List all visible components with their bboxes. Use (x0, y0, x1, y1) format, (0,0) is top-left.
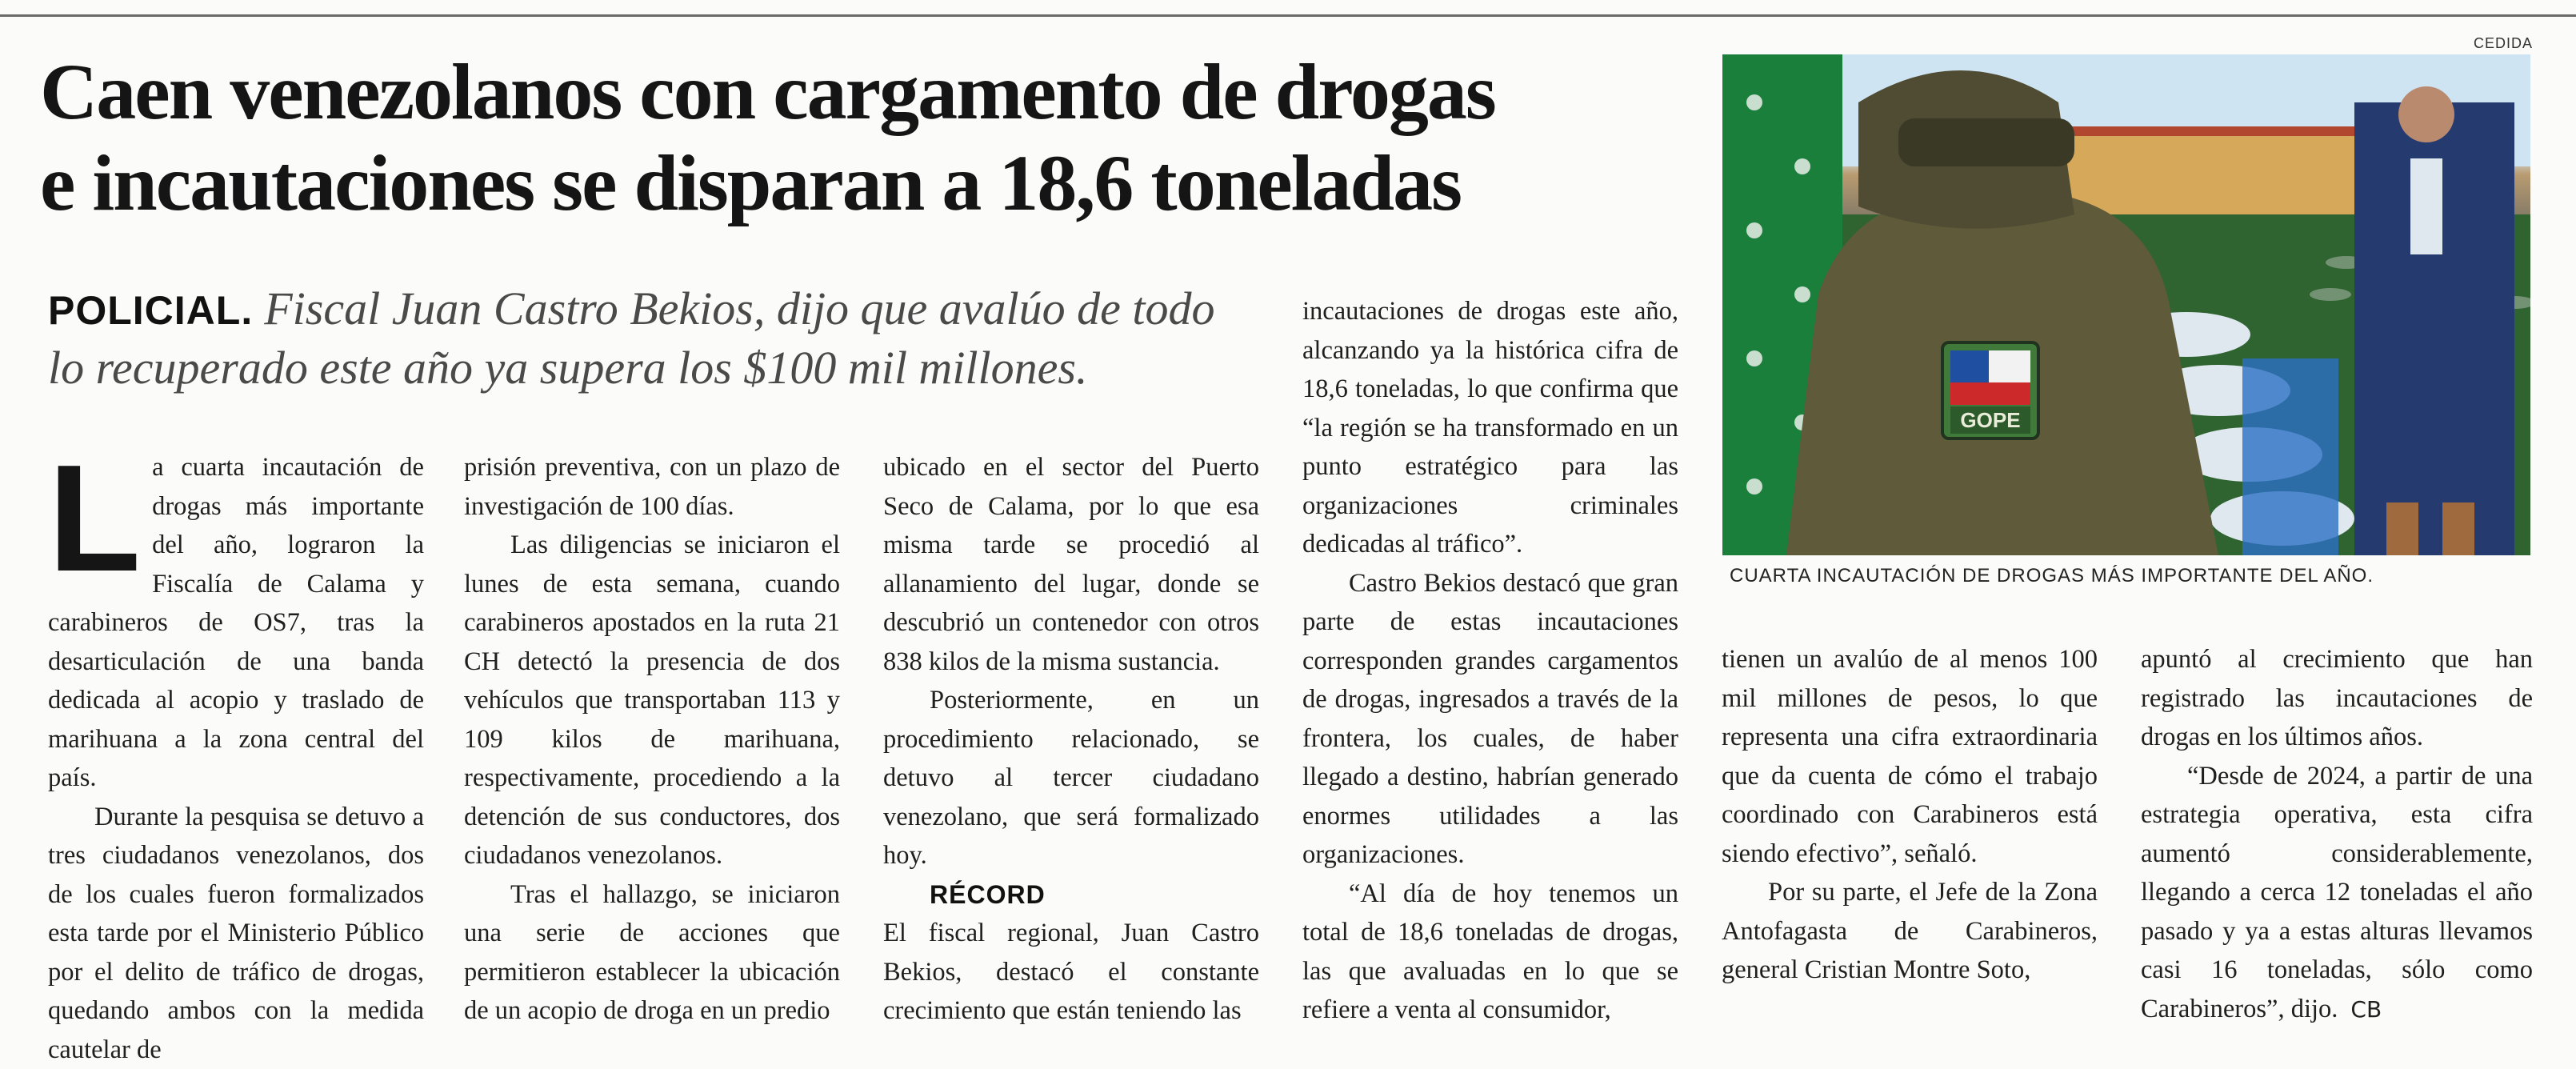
photo-illustration (1722, 54, 2530, 555)
paragraph: Castro Bekios destacó que gran parte de estas incautaciones corresponden grandes cargamentos de drogas, ingresados a través de la frontera, los cuales, de haber llegado a destino, habrían generado enormes utilidades a las organizaciones. (1302, 564, 1678, 875)
top-rule (0, 14, 2576, 17)
headline (40, 46, 1680, 229)
patch-text: GOPE (1960, 408, 2020, 432)
section-kicker: POLICIAL. (48, 288, 253, 333)
column-5 (1722, 640, 2098, 990)
paragraph: El fiscal regional, Juan Castro Bekios, destacó el constante crecimiento que están teniendo las (883, 914, 1259, 1031)
paragraph: Tras el hallazgo, se iniciaron una serie de acciones que permitieron establecer la ubicación de un acopio de droga en un predio (464, 875, 840, 1031)
paragraph: tienen un avalúo de al menos 100 mil millones de pesos, lo que representa una cifra extraordinaria que da cuenta de cómo el trabajo coordinado con Carabineros está siendo efectivo”, señaló. (1722, 640, 2098, 873)
column-3 (883, 448, 1259, 1031)
paragraph: “Al día de hoy tenemos un total de 18,6 toneladas de drogas, las que avaluadas en lo que se refiere a venta al consumidor, (1302, 875, 1678, 1030)
deck (48, 280, 1296, 397)
drop-cap: L (48, 454, 141, 583)
subhead: RÉCORD (883, 875, 1259, 915)
column-4 (1302, 292, 1678, 1030)
paragraph: Posteriormente, en un procedimiento relacionado, se detuvo al tercer ciudadano venezolano, que será formalizado hoy. (883, 681, 1259, 875)
column-6 (2141, 640, 2533, 1029)
photo-credit: CEDIDA (2474, 35, 2533, 52)
photo-caption: CUARTA INCAUTACIÓN DE DROGAS MÁS IMPORTANTE DEL AÑO. (1730, 565, 2538, 587)
paragraph: apuntó al crecimiento que han registrado las incautaciones de drogas en los últimos años. (2141, 640, 2533, 757)
headline-line-1: Caen venezolanos con cargamento de drogas (40, 46, 1680, 138)
column-2 (464, 448, 840, 1031)
paragraph: “Desde de 2024, a partir de una estrategia operativa, esta cifra aumentó considerablemente, llegando a cerca 12 toneladas el año pasado y ya a estas alturas llevamos casi 16 toneladas, sólo como Carabineros”, dijo. CB (2141, 757, 2533, 1030)
paragraph: incautaciones de drogas este año, alcanzando ya la histórica cifra de 18,6 toneladas, lo que confirma que “la región se ha transformado en un punto estratégico para las organizaciones criminales dedicadas al tráfico”. (1302, 292, 1678, 564)
paragraph: Durante la pesquisa se detuvo a tres ciudadanos venezolanos, dos de los cuales fueron formalizados esta tarde por el Ministerio Público por el delito de tráfico de drogas, quedando ambos con la medida cautelar de (48, 798, 424, 1069)
headline-line-2: e incautaciones se disparan a 18,6 toneladas (40, 138, 1680, 229)
paragraph: Por su parte, el Jefe de la Zona Antofagasta de Carabineros, general Cristian Montre Soto, (1722, 873, 2098, 990)
end-mark: CB (2350, 996, 2382, 1023)
paragraph: Las diligencias se iniciaron el lunes de esta semana, cuando carabineros apostados en la ruta 21 CH detectó la presencia de dos vehículos que transportaban 113 y 109 kilos de marihuana, respectivamente, procediendo a la detención de sus conductores, dos ciudadanos venezolanos. (464, 526, 840, 875)
deck-line-2: lo recuperado este año ya supera los $100 mil millones. (48, 342, 1087, 394)
deck-line-1: Fiscal Juan Castro Bekios, dijo que avalúo de todo (264, 282, 1214, 334)
paragraph: La cuarta incautación de drogas más importante del año, lograron la Fiscalía de Calama y carabineros de OS7, tras la desarticulación de una banda dedicada al acopio y traslado de marihuana a la zona central del país. (48, 448, 424, 798)
paragraph: prisión preventiva, con un plazo de investigación de 100 días. (464, 448, 840, 526)
column-1 (48, 448, 424, 1069)
news-photo (1722, 54, 2530, 555)
paragraph: ubicado en el sector del Puerto Seco de Calama, por lo que esa misma tarde se procedió al allanamiento del lugar, donde se descubrió un contenedor con otros 838 kilos de la misma sustancia. (883, 448, 1259, 681)
